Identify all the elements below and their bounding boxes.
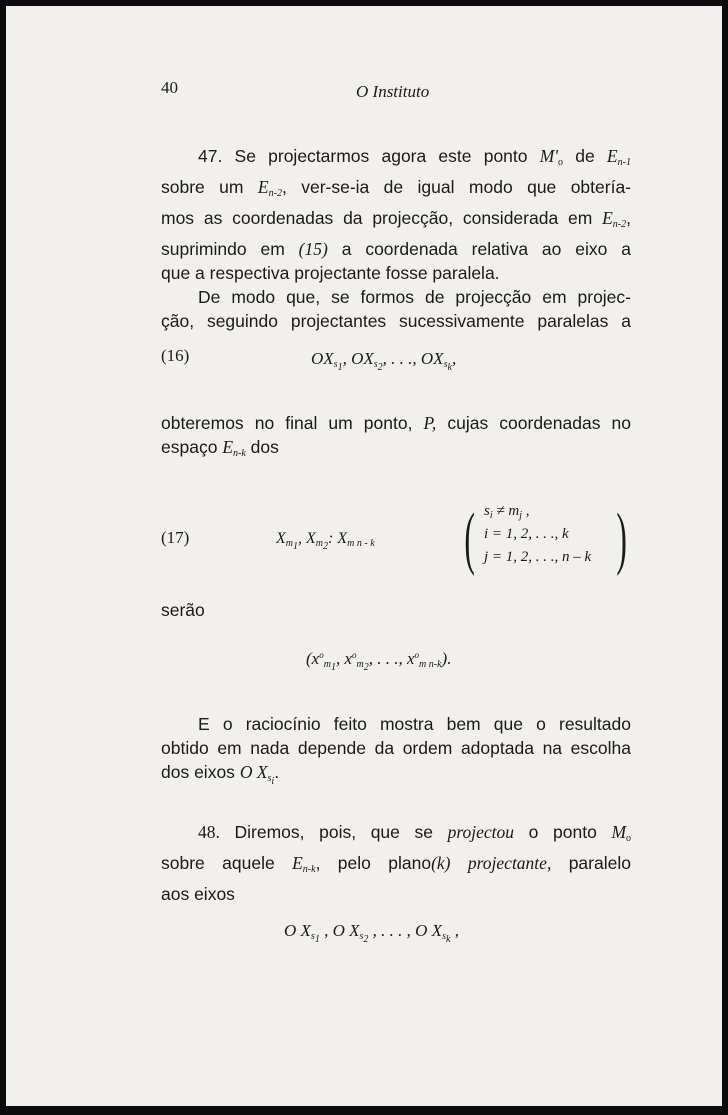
eq16-label: (16): [161, 346, 190, 365]
final-axes-expression: O $X_{s_1}$ , O $X_{s_2}$ , . . . , O $X_{s_k}$ ,: [284, 921, 459, 945]
document-page: [6, 6, 722, 1106]
eq17-left-paren: (: [464, 500, 475, 577]
p47-line-3: mos as coordenadas da projecção, considerada em $E_{n-2}$,: [161, 208, 632, 230]
coordinates-expression: ($x^o_{m_1}$, $x^o_{m_2}$, . . ., $x^o_{m n-k}$).: [306, 649, 452, 673]
p47-line-7: ção, seguindo projectantes sucessivamente paralelas a: [161, 311, 631, 331]
eq16-expression: $OX_{s_1}$, $OX_{s_2}$, . . ., $OX_{s_k}$,: [311, 349, 457, 373]
after16-line-2: espaço $E_{n-k}$ dos: [161, 437, 279, 459]
para-e-line-2: obtido em nada depende da ordem adoptada na escolha: [161, 738, 631, 758]
p47-line-2: sobre um $E_{n-2}$, ver-se-ia de igual modo que obtería-: [161, 177, 632, 199]
paragraph-47: [161, 144, 631, 333]
paragraph-raciocinio: [161, 712, 631, 794]
eq17-expression: $X_{m_1}$, $X_{m_2}$: $X_{m n - k}$: [276, 530, 375, 552]
serao-text: serão: [161, 600, 205, 620]
p47-line-5: que a respectiva projectante fosse paralela.: [161, 263, 500, 283]
p47-line-6: De modo que, se formos de projecção em projec-: [198, 287, 631, 307]
p48-line-2: sobre aquele $E_{n-k}$, pelo plano(k) projectante, paralelo: [161, 853, 631, 875]
para-e-line-3: dos eixos O $X_{s_i}$.: [161, 762, 280, 787]
after16-line-1: obteremos no final um ponto, P, cujas coordenadas no: [161, 413, 631, 433]
page-number: 40: [161, 78, 178, 97]
paragraph-48: [161, 820, 631, 906]
eq17-condition-2: i = 1, 2, . . ., k: [484, 526, 569, 542]
p47-line-1: 47. Se projectarmos agora este ponto $M'_o$ de $E_{n-1}$: [198, 146, 631, 168]
eq17-right-paren: ): [616, 500, 627, 577]
para-e-line-1: E o raciocínio feito mostra bem que o resultado: [198, 714, 631, 734]
p47-line-4: suprimindo em (15) a coordenada relativa ao eixo a: [161, 239, 631, 259]
eq17-condition-1: $s_i \ne m_j$ ,: [484, 503, 530, 521]
eq17-label: (17): [161, 528, 190, 547]
paragraph-after-16: [161, 411, 631, 466]
p48-line-1: 48. Diremos, pois, que se projectou o ponto $M_o$: [198, 822, 632, 844]
p48-line-3: aos eixos: [161, 884, 235, 904]
eq17-condition-3: j = 1, 2, . . ., n – k: [484, 549, 592, 565]
running-title: O Instituto: [356, 82, 430, 101]
